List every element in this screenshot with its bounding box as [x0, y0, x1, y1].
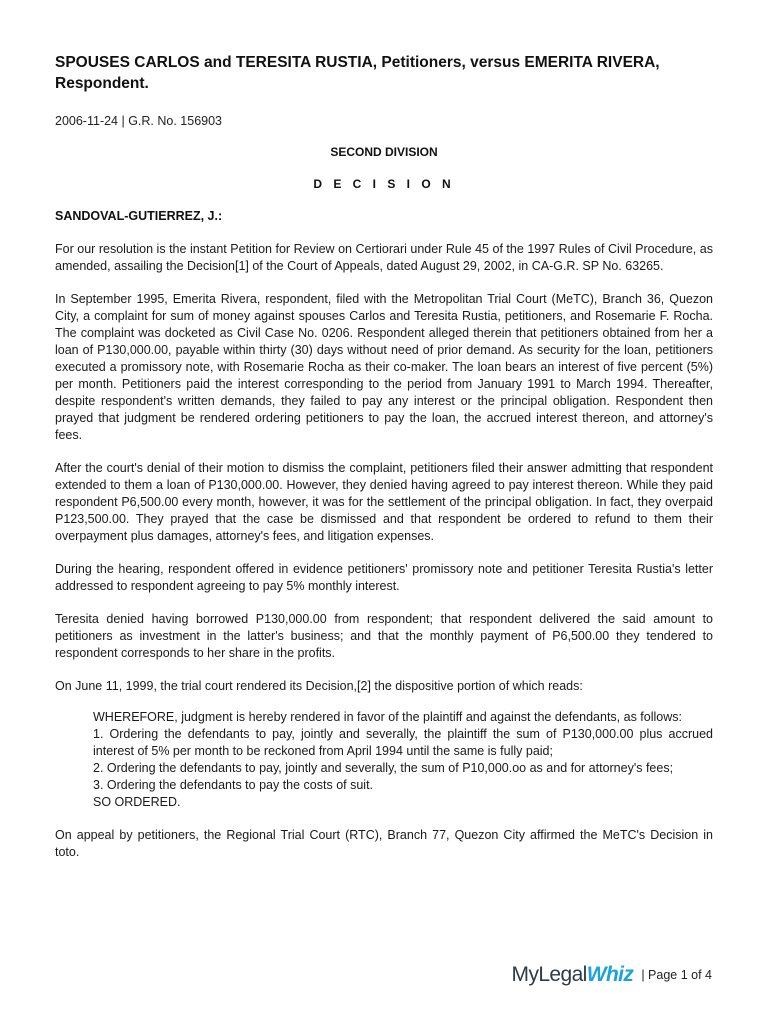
logo-whiz-text: Whiz — [586, 963, 634, 986]
paragraph: On June 11, 1999, the trial court rendered its Decision,[2] the dispositive portion of which reads: — [55, 679, 583, 693]
quote-line: 2. Ordering the defendants to pay, jointly and severally, the sum of P10,000.oo as and for attorney's fees; — [93, 761, 674, 775]
decision-heading: D E C I S I O N — [313, 177, 455, 191]
quote-line: WHEREFORE, judgment is hereby rendered in favor of the plaintiff and against the defendants, as follows: — [93, 710, 682, 724]
ponente: SANDOVAL-GUTIERREZ, J.: — [55, 209, 223, 223]
division-heading: SECOND DIVISION — [330, 145, 438, 159]
mylegalwhiz-logo[interactable] — [512, 963, 634, 987]
paragraph: During the hearing, respondent offered in evidence petitioners' promissory note and petitioner Teresita Rustia's letter addressed to respondent agreeing to pay 5% monthly interest. — [55, 562, 713, 593]
page-footer — [512, 962, 712, 988]
document-page — [55, 52, 713, 861]
paragraph: For our resolution is the instant Petition for Review on Certiorari under Rule 45 of the 1997 Rules of Civil Procedure, as amended, assailing the Decision[1] of the Court of Appeals, dated August 29, 2002, in CA-G.R. SP No. 63265. — [55, 242, 713, 273]
logo-legal-text: Legal — [538, 963, 587, 986]
paragraph: After the court's denial of their motion to dismiss the complaint, petitioners filed their answer admitting that respondent extended to them a loan of P130,000.00. However, they denied having agreed to pay interest thereon. While they paid respondent P6,500.00 every month, however, it was for the settlement of the principal obligation. In fact, they overpaid P123,500.00. They prayed that the case be dismissed and that respondent be ordered to refund to them their overpayment plus damages, attorney's fees, and litigation expenses. — [55, 461, 713, 543]
quote-line: 3. Ordering the defendants to pay the costs of suit. — [93, 778, 374, 792]
page-indicator: | Page 1 of 4 — [641, 968, 712, 982]
logo-my-text: My — [511, 963, 539, 986]
quote-line: SO ORDERED. — [93, 795, 181, 809]
paragraph: In September 1995, Emerita Rivera, respondent, filed with the Metropolitan Trial Court (MeTC), Branch 36, Quezon City, a complaint for sum of money against spouses Carlos and Teresita Rustia, petitioners, and Rosemarie F. Rocha. The complaint was docketed as Civil Case No. 0206. Respondent alleged therein that petitioners obtained from her a loan of P130,000.00, payable within thirty (30) days without need of prior demand. As security for the loan, petitioners executed a promissory note, with Rosemarie Rocha as their co-maker. The loan bears an interest of five percent (5%) per month. Petitioners paid the interest corresponding to the period from January 1991 to March 1994. Thereafter, despite respondent's written demands, they failed to pay any interest or the principal obligation. Respondent then prayed that judgment be rendered ordering petitioners to pay the loan, the accrued interest thereon, and attorney's fees. — [55, 292, 713, 442]
case-meta: 2006-11-24 | G.R. No. 156903 — [55, 114, 223, 128]
paragraph: On appeal by petitioners, the Regional Trial Court (RTC), Branch 77, Quezon City affirmed the MeTC's Decision in toto. — [55, 828, 713, 859]
case-title: SPOUSES CARLOS and TERESITA RUSTIA, Petitioners, versus EMERITA RIVERA, Respondent. — [55, 54, 660, 92]
paragraph: Teresita denied having borrowed P130,000.00 from respondent; that respondent delivered the said amount to petitioners as investment in the latter's business; and that the monthly payment of P6,500.00 they tendered to respondent corresponds to her share in the profits. — [55, 612, 713, 660]
dispositive-quote — [93, 709, 713, 811]
quote-line: 1. Ordering the defendants to pay, jointly and severally, the plaintiff the sum of P130,000.00 plus accrued interest of 5% per month to be reckoned from April 1994 until the same is fully paid; — [93, 727, 713, 758]
